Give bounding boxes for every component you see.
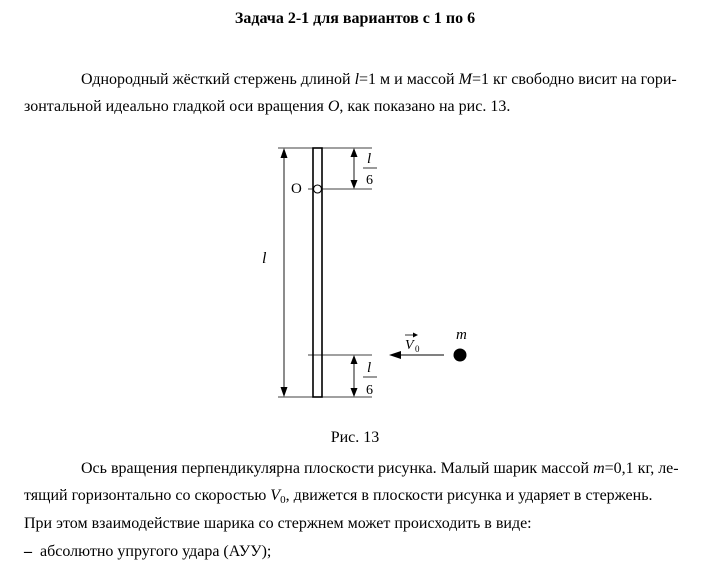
mass-label: m [456,327,467,343]
text-fragment: Однородный жёсткий стержень длиной [81,71,355,88]
text-fragment: , как показано на рис. 13. [339,98,511,115]
top-sixth-arrow-up-icon [351,148,358,157]
length-arrow-down-icon [281,387,288,397]
velocity-subscript: 0 [415,344,420,354]
text-fragment: тящий горизонтально со скоростью [24,487,271,504]
variable-V: V [270,487,281,504]
variable-m: m [593,460,605,477]
variable-M: M [458,71,472,88]
ball [454,349,467,362]
top-fraction-denominator: 6 [366,173,373,188]
paragraph-2-line-3: При этом взаимодействие шарика со стержнем может происходить в виде: [24,515,532,532]
text-fragment: =0,1 кг, ле- [604,460,679,477]
problem-title: Задача 2-1 для вариантов с 1 по 6 [234,10,476,27]
top-sixth-arrow-down-icon [351,180,358,189]
bottom-fraction-numerator: l [367,360,372,376]
text-fragment: зонтальной идеально гладкой оси вращения [24,98,328,115]
length-arrow-up-icon [281,148,288,158]
velocity-arrow-icon [389,351,401,359]
text-fragment: =1 кг свободно висит на гори- [471,71,677,88]
velocity-label: V [405,338,414,353]
subscript-0: 0 [280,494,286,506]
figure-caption: Рис. 13 [330,429,380,446]
paragraph-2-line-1 [81,459,679,479]
text-fragment: , движется в плоскости рисунка и ударяет в стержень. [285,487,653,504]
length-label: l [262,250,267,267]
bottom-fraction-denominator: 6 [366,383,373,398]
bottom-sixth-arrow-up-icon [351,355,358,364]
variable-O: O [327,98,340,115]
bottom-sixth-arrow-down-icon [351,388,358,397]
list-dash: – [24,543,32,560]
axis-label: O [291,181,302,197]
list-item [24,542,271,562]
paragraph-2-line-2 [24,486,652,506]
top-fraction-numerator: l [367,151,372,167]
list-item-text: абсолютно упругого удара (АУУ); [40,543,272,560]
text-fragment: =1 м и массой [359,71,459,88]
text-fragment: Ось вращения перпендикулярна плоскости рисунка. Малый шарик массой [81,460,594,477]
rotation-axis-icon [314,185,322,193]
variable-l: l [354,71,360,88]
vector-bar-arrow-icon [413,333,418,338]
